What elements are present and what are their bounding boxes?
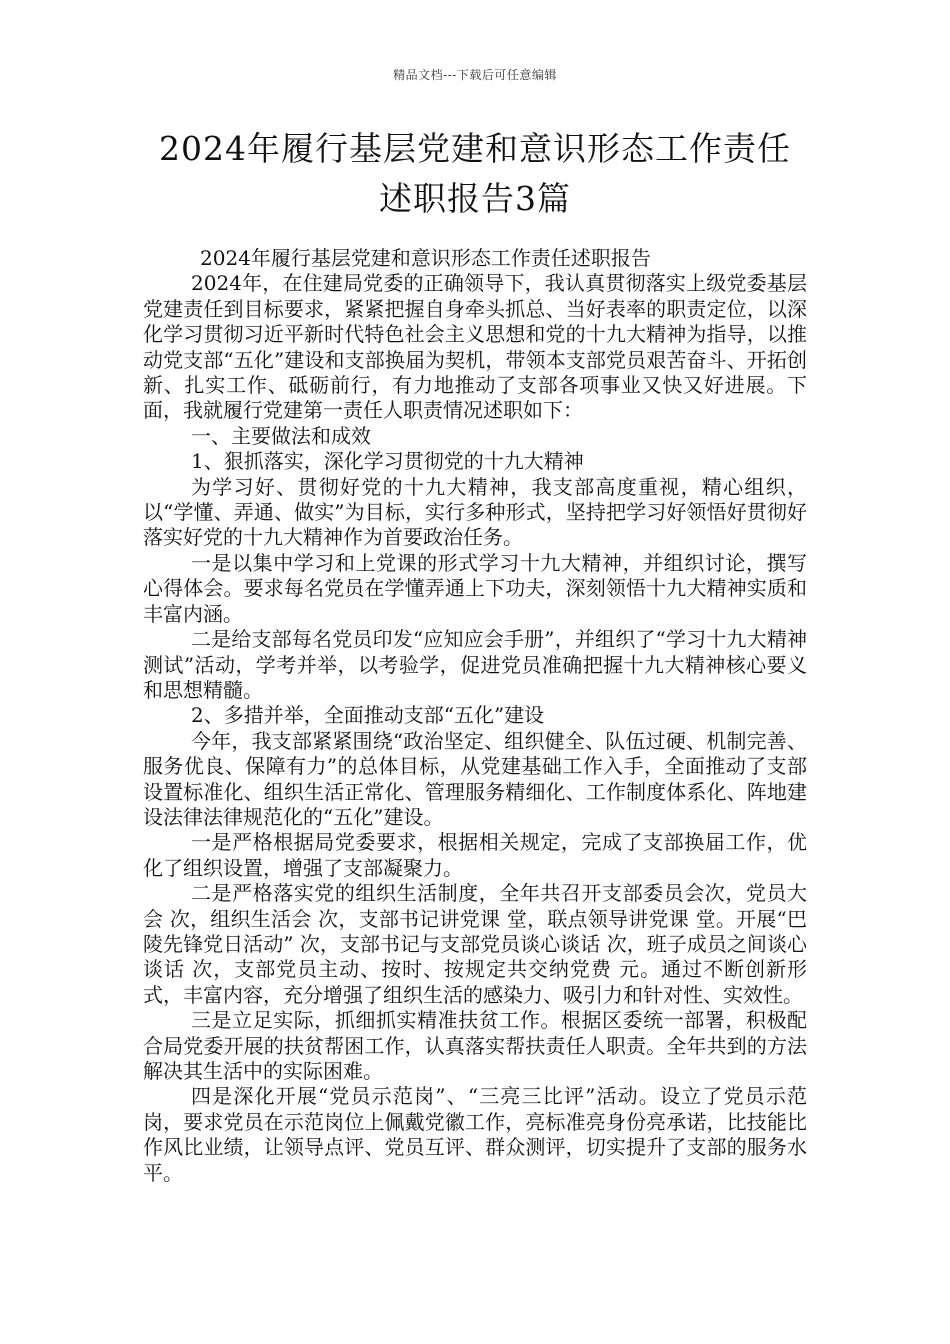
title-line-2: 述职报告3篇 bbox=[379, 179, 571, 218]
paragraph: 今年，我支部紧紧围绕“政治坚定、组织健全、队伍过硬、机制完善、服务优良、保障有力”的总体目标，从党建基础工作入手，全面推动了支部设置标准化、组织生活正常化、管理服务精细化、工作制度体系化、阵地建设法律法律规范化的“五化”建设。 bbox=[143, 728, 807, 829]
document-subtitle: 2024年履行基层党建和意识形态工作责任述职报告 bbox=[200, 246, 651, 270]
paragraph: 四是深化开展“党员示范岗”、“三亮三比评”活动。设立了党员示范岗，要求党员在示范岗位上佩戴党徽工作，亮标准亮身份亮承诺，比技能比作风比业绩，让领导点评、党员互评、群众测评，切实提升了支部的服务水平。 bbox=[143, 1084, 807, 1185]
paragraph: 一是严格根据局党委要求，根据相关规定，完成了支部换届工作，优化了组织设置，增强了支部凝聚力。 bbox=[143, 830, 807, 880]
paragraph: 2024年，在住建局党委的正确领导下，我认真贯彻落实上级党委基层党建责任到目标要求，紧紧把握自身牵头抓总、当好表率的职责定位，以深化学习贯彻习近平新时代特色社会主义思想和党的十九大精神为指导，以推动党支部“五化”建设和支部换届为契机，带领本支部党员艰苦奋斗、开拓创新、扎实工作、砥砺前行，有力地推动了支部各项事业又快又好进展。下面，我就履行党建第一责任人职责情况述职如下： bbox=[143, 271, 807, 423]
paragraph: 二是给支部每名党员印发“应知应会手册”，并组织了“学习十九大精神测试”活动，学考并举，以考验学，促进党员准确把握十九大精神核心要义和思想精髓。 bbox=[143, 627, 807, 702]
paragraph: 二是严格落实党的组织生活制度，全年共召开支部委员会次，党员大会 次，组织生活会 次，支部书记讲党课 堂，联点领导讲党课 堂。开展“巴陵先锋党日活动” 次，支部书记与支部党员谈心谈话 次，班子成员之间谈心谈话 次，支部党员主动、按时、按规定共交纳党费 元。通过不断创新形式，丰富内容，充分增强了组织生活的感染力、吸引力和针对性、实效性。 bbox=[143, 881, 807, 1007]
header-note: 精品文档---下载后可任意编辑 bbox=[393, 68, 557, 82]
paragraph: 为学习好、贯彻好党的十九大精神，我支部高度重视，精心组织，以“学懂、弄通、做实”为目标，实行多种形式，坚持把学习好领悟好贯彻好落实好党的十九大精神作为首要政治任务。 bbox=[143, 474, 807, 550]
subsection-heading: 2、多措并举，全面推动支部“五化”建设 bbox=[191, 703, 545, 728]
section-heading: 一、主要做法和成效 bbox=[191, 423, 371, 448]
title-line-1: 2024年履行基层党建和意识形态工作责任 bbox=[159, 129, 791, 168]
document-title bbox=[110, 124, 840, 224]
subsection-heading: 1、狠抓落实，深化学习贯彻党的十九大精神 bbox=[191, 449, 584, 474]
paragraph: 一是以集中学习和上党课的形式学习十九大精神，并组织讨论，撰写心得体会。要求每名党员在学懂弄通上下功夫，深刻领悟十九大精神实质和丰富内涵。 bbox=[143, 550, 807, 626]
paragraph: 三是立足实际，抓细抓实精准扶贫工作。根据区委统一部署，积极配合局党委开展的扶贫帮困工作，认真落实帮扶责任人职责。全年共到的方法解决其生活中的实际困难。 bbox=[143, 1008, 807, 1083]
document-body bbox=[143, 246, 807, 1186]
